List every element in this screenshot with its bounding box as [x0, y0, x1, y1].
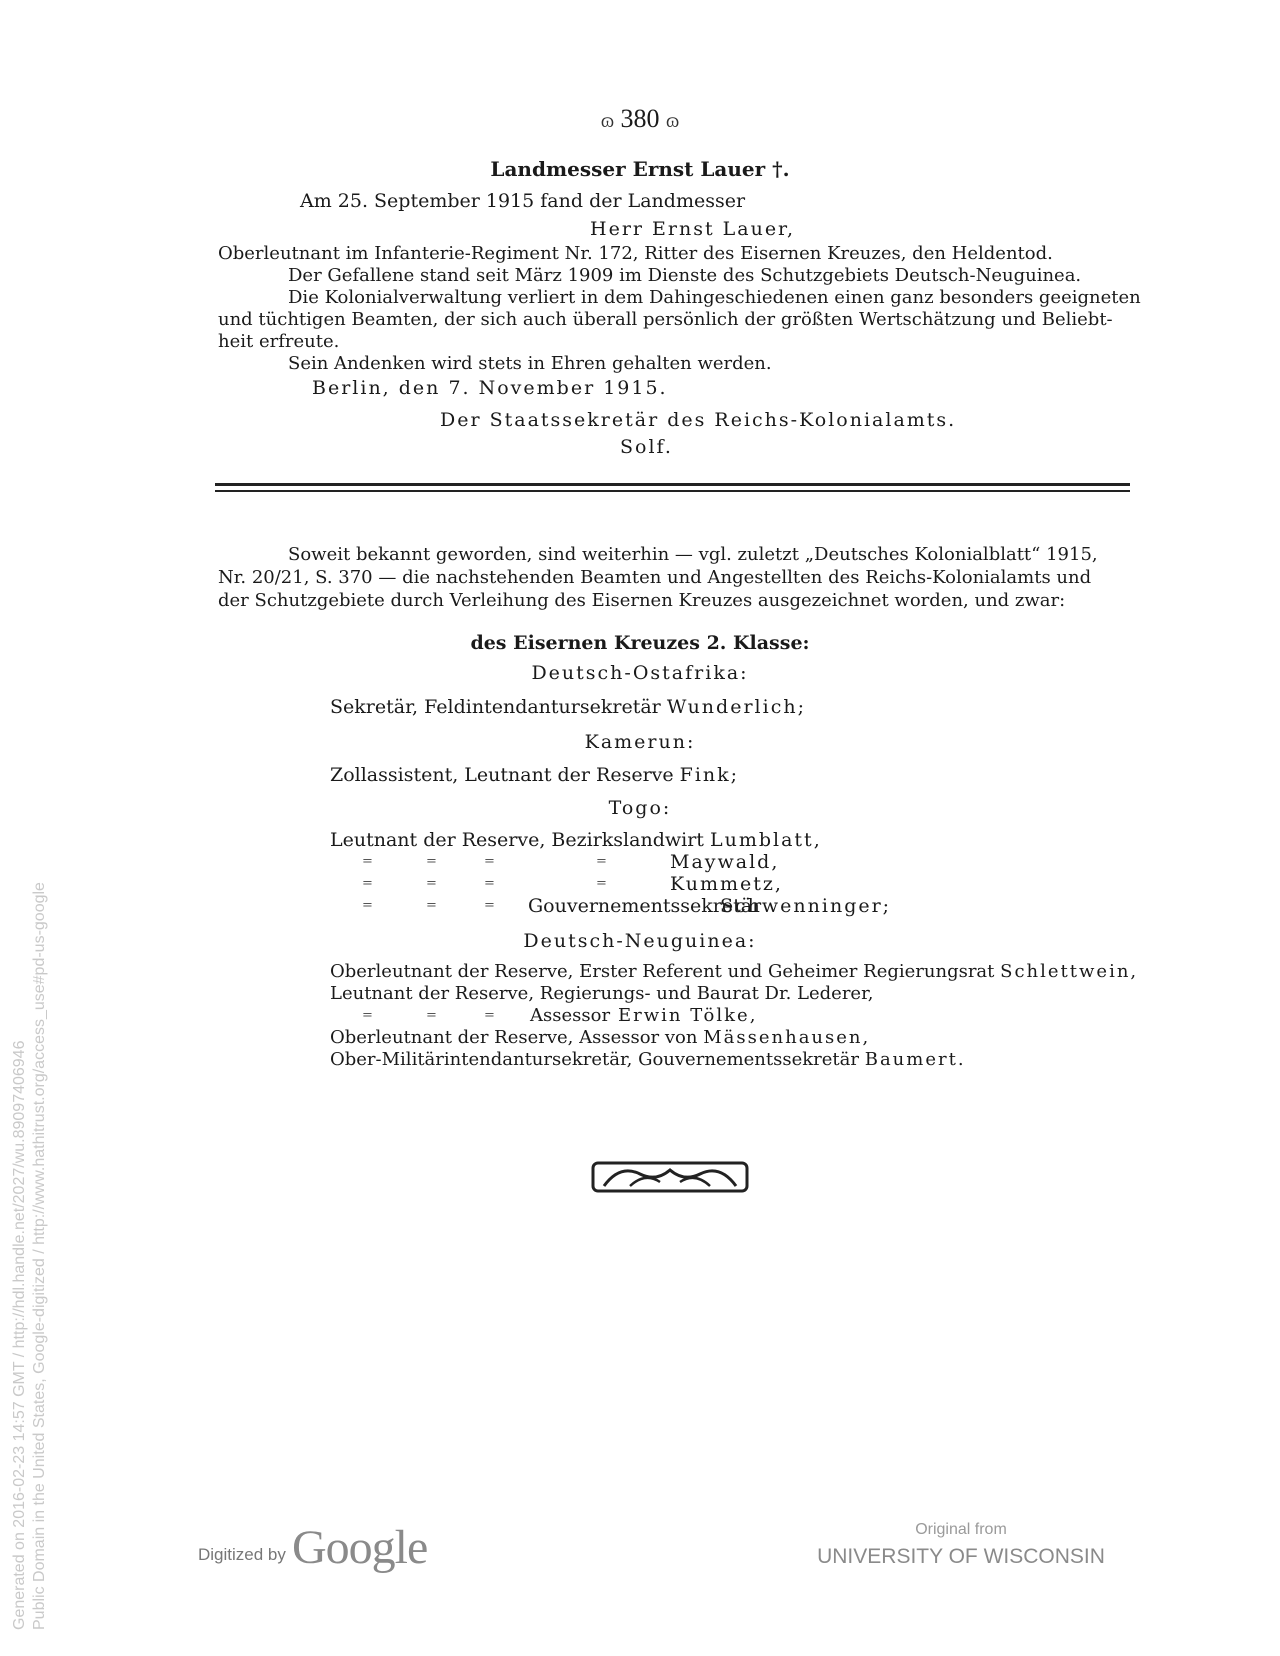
obituary-line: Die Kolonialverwaltung verliert in dem Dahingeschiedenen einen ganz besonders geeigneten: [288, 287, 1141, 308]
place-date: Berlin, den 7. November 1915.: [312, 377, 668, 399]
ditto-mark: =: [484, 876, 495, 891]
obituary-title: Landmesser Ernst Lauer †.: [490, 157, 790, 181]
ornament-right-icon: ɷ: [666, 110, 680, 132]
obituary-line: und tüchtigen Beamten, der sich auch überall persönlich der größten Wertschätzung und Beliebt-: [218, 309, 1113, 330]
ditto-mark: =: [426, 1008, 437, 1023]
award-entry: Oberleutnant der Reserve, Assessor von Mässenhausen,: [330, 1027, 871, 1048]
ditto-mark: =: [484, 854, 495, 869]
region-heading: Kamerun:: [584, 731, 696, 753]
ditto-mark: =: [426, 854, 437, 869]
ditto-mark: =: [596, 876, 607, 891]
page-header: [560, 104, 720, 134]
document-page: ɷ 380 ɷ Landmesser Ernst Lauer †. Am 25. September 1915 fand der Landmesser Herr Ernst Lauer, Oberleutnant im Infanterie-Regiment Nr. 172, Ritter des Eisernen Kreuzes, den Heldentod. Der Gefallene stand seit März 1909 im Dienste des Schutzgebiets Deutsch-Neuguinea. Die Kolonialverwaltung verliert in dem Dahingeschiedenen einen ganz besonders geeigneten und tüchtigen Beamten, der sich auch überall persönlich der größten Wertschätzung und Beliebt- heit erfreute. Sein Andenken wird stets in Ehren gehalten werden. Berlin, den 7. November 1915. Der Staatssekretär des Reichs-Kolonialamts. Solf. Soweit bekannt geworden, sind weiterhin — vgl. zuletzt „Deutsches Kolonialblatt“ 1915, Nr. 20/21, S. 370 — die nachstehenden Beamten und Angestellten des Reichs-Kolonialamts und der Schutzgebiete durch Verleihung des Eisernen Kreuzes ausgezeichnet worden, und zwar: des Eisernen Kreuzes 2. Klasse: Deutsch-Ostafrika: Sekretär, Feldintendantursekretär Wunderlich; Kamerun: Zollassistent, Leutnant der Reserve Fink; Togo: Leutnant der Reserve, Bezirkslandwirt Lumblatt, = = = = Maywald, = = = = Kummetz, = = = Gouvernementssekretär Schwenninger; Deutsch-Neuguinea: Oberleutnant der Reserve, Erster Referent und Geheimer Regierungsrat Schlettwein, Leutnant der Reserve, Regierungs- und Baurat Dr. Lederer, = = = Assessor Erwin Tölke, Oberleutnant der Reserve, Assessor von Mässenhausen, Ober-Militärintendantursekretär, Gouvernementssekretär Baumert. Digitized by Google Original from UNIVERSITY OF WISCONSIN Generated on 2016-02-23 14:57 GMT / http://hdl.handle.net/2027/wu.89097406946 Public Domain in the United States, Google-digitized / http://www.hathitrust.org/access_use#pd-us-google: [11, 104, 1141, 1630]
ditto-mark: =: [426, 898, 437, 913]
ornament-left-icon: ɷ: [600, 110, 614, 132]
awards-intro: Soweit bekannt geworden, sind weiterhin — vgl. zuletzt „Deutsches Kolonialblatt“ 1915,: [288, 544, 1098, 565]
obituary-line: Am 25. September 1915 fand der Landmesser: [300, 190, 746, 212]
obituary-line: Der Gefallene stand seit März 1909 im Dienste des Schutzgebiets Deutsch-Neuguinea.: [288, 265, 1082, 286]
double-rule-top: [215, 483, 1130, 486]
page-number: 380: [620, 104, 660, 133]
ditto-mark: =: [362, 1008, 373, 1023]
hathitrust-watermark: [10, 630, 50, 1630]
award-entry: Leutnant der Reserve, Regierungs- und Baurat Dr. Lederer,: [330, 983, 874, 1004]
award-entry: Zollassistent, Leutnant der Reserve Fink;: [330, 764, 740, 786]
double-rule-bottom: [215, 490, 1130, 492]
award-entry: Oberleutnant der Reserve, Erster Referent und Geheimer Regierungsrat Schlettwein,: [330, 961, 1139, 982]
awards-intro: der Schutzgebiete durch Verleihung des Eisernen Kreuzes ausgezeichnet worden, und zwar:: [218, 590, 1066, 611]
ditto-mark: =: [596, 854, 607, 869]
google-logo: Google: [292, 1521, 428, 1574]
awards-intro: Nr. 20/21, S. 370 — die nachstehenden Beamten und Angestellten des Reichs-Kolonialamts und: [218, 567, 1092, 588]
signer-name: Solf.: [620, 436, 673, 458]
award-entry: Leutnant der Reserve, Bezirkslandwirt Lumblatt,: [330, 829, 822, 851]
digitized-by-label: Digitized by: [198, 1545, 286, 1564]
ditto-mark: =: [362, 854, 373, 869]
watermark-line: Generated on 2016-02-23 14:57 GMT / http://hdl.handle.net/2027/wu.89097406946: [11, 1040, 28, 1630]
obituary-line: Sein Andenken wird stets in Ehren gehalten werden.: [288, 353, 772, 374]
ditto-mark: =: [362, 876, 373, 891]
region-heading: Deutsch-Neuguinea:: [523, 930, 757, 952]
award-entry: Sekretär, Feldintendantursekretär Wunderlich;: [330, 696, 806, 718]
region-heading: Togo:: [608, 797, 672, 819]
signer-title: Der Staatssekretär des Reichs-Kolonialamts.: [440, 409, 957, 431]
award-entry: Ober-Militärintendantursekretär, Gouvernementssekretär Baumert.: [330, 1049, 966, 1070]
original-from-label: Original from: [915, 1521, 1007, 1538]
ditto-mark: =: [362, 898, 373, 913]
university-label: UNIVERSITY OF WISCONSIN: [817, 1545, 1105, 1568]
ditto-mark: =: [426, 876, 437, 891]
obituary-name: Herr Ernst Lauer,: [590, 218, 796, 240]
watermark-line: Public Domain in the United States, Google-digitized / http://www.hathitrust.org/access_use#pd-us-google: [31, 882, 48, 1630]
obituary-line: Oberleutnant im Infanterie-Regiment Nr. 172, Ritter des Eisernen Kreuzes, den Heldentod.: [218, 243, 1053, 264]
ditto-mark: =: [484, 1008, 495, 1023]
obituary-line: heit erfreute.: [218, 331, 340, 352]
ditto-mark: =: [484, 898, 495, 913]
tailpiece-ornament-icon: [590, 1160, 750, 1194]
region-heading: Deutsch-Ostafrika:: [531, 662, 749, 684]
class-heading: des Eisernen Kreuzes 2. Klasse:: [470, 632, 810, 654]
